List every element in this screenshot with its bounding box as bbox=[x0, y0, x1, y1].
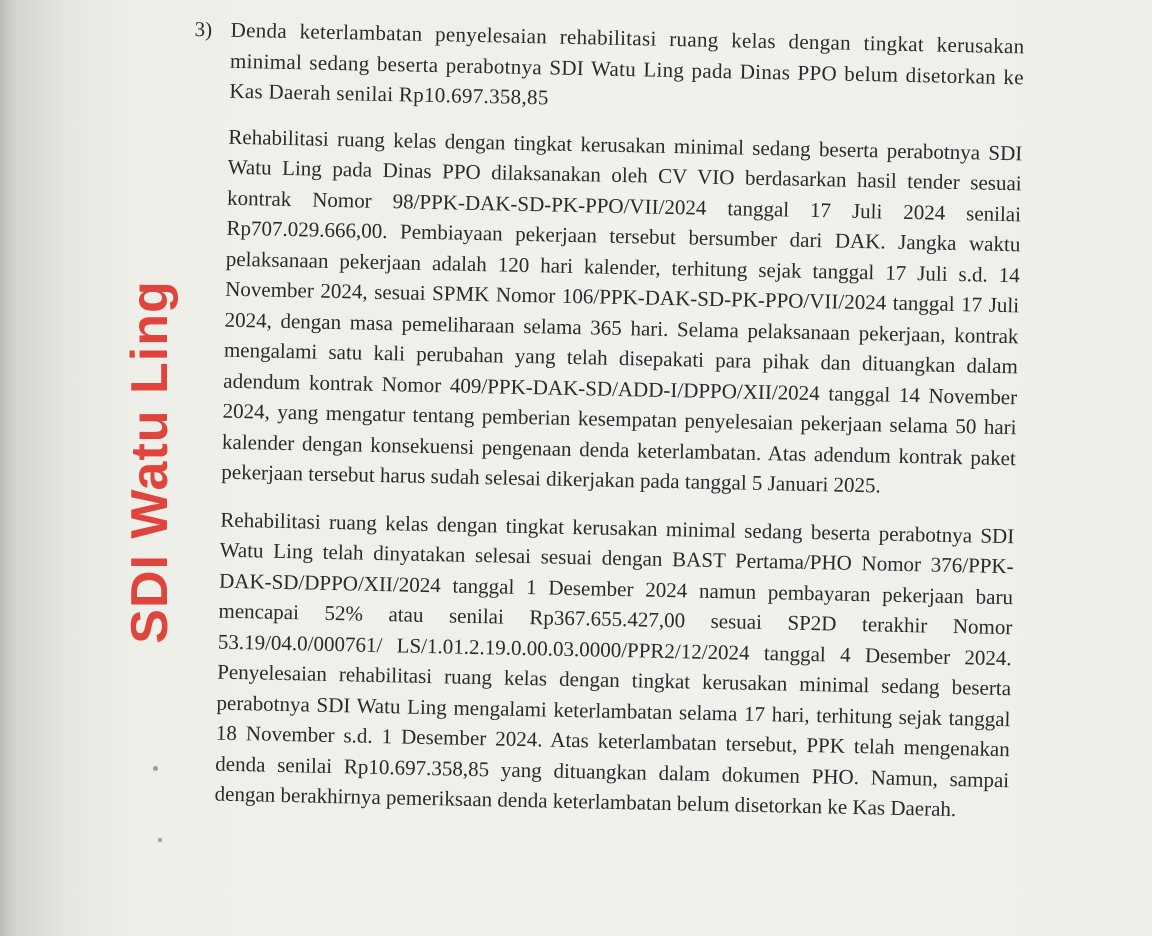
document-body bbox=[178, 14, 1024, 826]
side-handwritten-label: SDI Watu Ling bbox=[121, 280, 179, 644]
page-edge bbox=[0, 0, 18, 936]
body-paragraph-2: Rehabilitasi ruang kelas dengan tingkat kerusakan minimal sedang beserta perabotnya SDI Watu Ling telah dinyatakan selesai sesuai dengan BAST Pertama/PHO Nomor 376/PPK-DAK-SD/DPPO/XII/2024 tanggal 1 Desember 2024 namun pembayaran pekerjaan baru mencapai 52% atau senilai Rp367.655.427,00 sesuai SP2D terakhir Nomor 53.19/04.0/000761/ LS/1.01.2.19.0.00.03.0000/PPR2/12/2024 tanggal 4 Desember 2024. Penyelesaian rehabilitasi ruang kelas dengan tingkat kerusakan minimal sedang beserta perabotnya SDI Watu Ling mengalami keterlambatan selama 17 hari, terhitung sejak tanggal 18 November s.d. 1 Desember 2024. Atas keterlambatan tersebut, PPK telah mengenakan denda senilai Rp10.697.358,85 yang dituangkan dalam dokumen PHO. Namun, sampai dengan berakhirnya pemeriksaan denda keterlambatan belum disetorkan ke Kas Daerah. bbox=[214, 507, 1015, 822]
finding-item bbox=[193, 14, 1025, 123]
dust-speck bbox=[158, 838, 162, 842]
body-paragraph-1: Rehabilitasi ruang kelas dengan tingkat kerusakan minimal sedang beserta perabotnya SDI Watu Ling pada Dinas PPO dilaksanakan oleh CV VIO berdasarkan hasil tender sesuai kontrak Nomor 98/PPK-DAK-SD-PK-PPO/VII/2024 tanggal 17 Juli 2024 senilai Rp707.029.666,00. Pembiayaan pekerjaan tersebut bersumber dari DAK. Jangka waktu pelaksanaan pekerjaan adalah 120 hari kalender, terhitung sejak tanggal 17 Juli s.d. 14 November 2024, sesuai SPMK Nomor 106/PPK-DAK-SD-PK-PPO/VII/2024 tanggal 17 Juli 2024, dengan masa pemeliharaan selama 365 hari. Selama pelaksanaan pekerjaan, kontrak mengalami satu kali perubahan yang telah disepakati para pihak dan dituangkan dalam adendum kontrak Nomor 409/PPK-DAK-SD/ADD-I/DPPO/XII/2024 tanggal 14 November 2024, yang mengatur tentang pemberian kesempatan penyelesaian pekerjaan selama 50 hari kalender dengan konsekuensi pengenaan denda keterlambatan. Atas adendum kontrak paket pekerjaan tersebut harus sudah selesai dikerjakan pada tanggal 5 Januari 2025. bbox=[221, 124, 1023, 498]
item-number: 3) bbox=[194, 16, 213, 42]
item-title: Denda keterlambatan penyelesaian rehabilitasi ruang kelas dengan tingkat kerusakan minimal sedang beserta perabotnya SDI Watu Ling pada Dinas PPO belum disetorkan ke Kas Daerah senilai Rp10.697.358,85 bbox=[229, 17, 1025, 110]
dust-speck bbox=[153, 766, 158, 771]
